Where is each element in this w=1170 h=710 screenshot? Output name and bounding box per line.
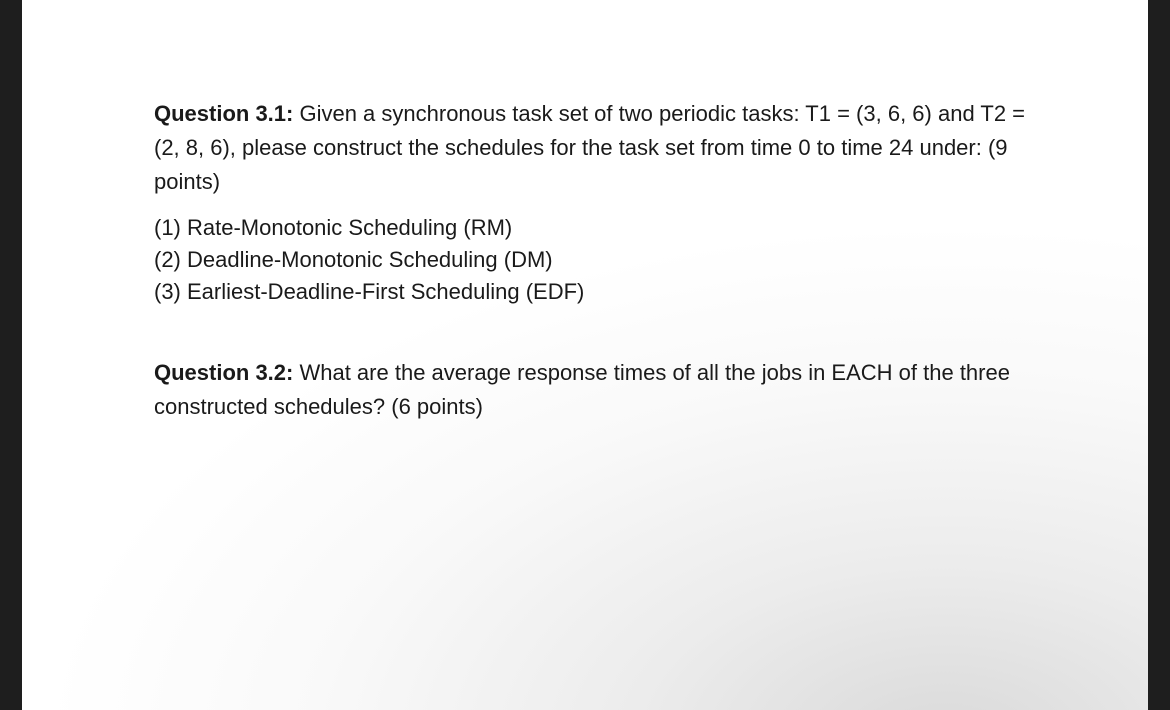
question-3-1: [154, 97, 1034, 199]
question-3-2-text: What are the average response times of all the jobs in EACH of the three constructed schedules? (6 points): [154, 360, 1010, 419]
list-item-dm: (2) Deadline-Monotonic Scheduling (DM): [154, 247, 553, 272]
document-content: [154, 97, 1034, 424]
question-3-2: [154, 356, 1034, 424]
question-3-2-label: Question 3.2:: [154, 360, 294, 385]
document-page: [22, 0, 1148, 710]
question-3-1-text: Given a synchronous task set of two periodic tasks: T1 = (3, 6, 6) and T2 = (2, 8, 6), please construct the schedules for the task set from time 0 to time 24 under: (9 points): [154, 101, 1026, 194]
list-item-rm: (1) Rate-Monotonic Scheduling (RM): [154, 215, 513, 240]
scheduling-methods-list: [154, 212, 1034, 308]
question-3-1-label: Question 3.1:: [154, 101, 294, 126]
list-item-edf: (3) Earliest-Deadline-First Scheduling (EDF): [154, 279, 585, 304]
